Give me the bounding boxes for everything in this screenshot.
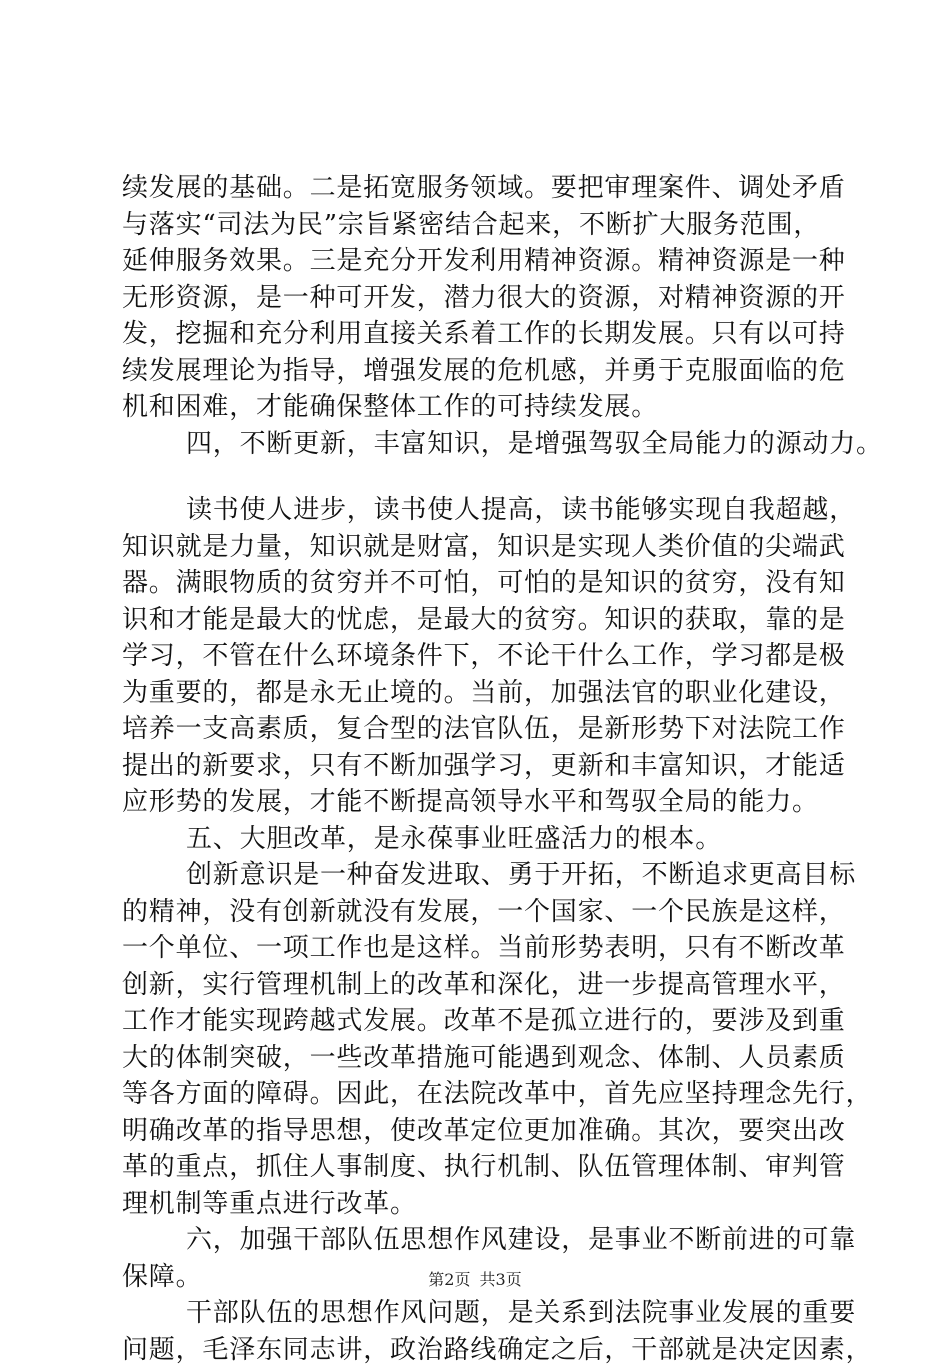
document-body [122, 170, 832, 1368]
text-line: 续发展理论为指导，增强发展的危机感，并勇于克服面临的危 [122, 353, 832, 390]
text-line: 发，挖掘和充分利用直接关系着工作的长期发展。只有以可持 [122, 316, 832, 353]
text-line: 培养一支高素质，复合型的法官队伍，是新形势下对法院工作 [122, 711, 832, 748]
text-line: 的精神，没有创新就没有发展，一个国家、一个民族是这样， [122, 894, 832, 931]
text-line: 器。满眼物质的贫穷并不可怕，可怕的是知识的贫穷，没有知 [122, 565, 832, 602]
text-line: 知识就是力量，知识就是财富，知识是实现人类价值的尖端武 [122, 529, 832, 566]
text-line: 大的体制突破，一些改革措施可能遇到观念、体制、人员素质 [122, 1040, 832, 1077]
text-line: 等各方面的障碍。因此，在法院改革中，首先应坚持理念先行， [122, 1076, 832, 1113]
text-line: 为重要的，都是永无止境的。当前，加强法官的职业化建设， [122, 675, 832, 712]
text-line: 无形资源，是一种可开发，潜力很大的资源，对精神资源的开 [122, 280, 832, 317]
text-line: 与落实“司法为民”宗旨紧密结合起来，不断扩大服务范围， [122, 207, 832, 244]
text-line: 创新意识是一种奋发进取、勇于开拓，不断追求更高目标 [122, 857, 832, 894]
text-line: 延伸服务效果。三是充分开发利用精神资源。精神资源是一种 [122, 243, 832, 280]
page-footer [0, 1270, 950, 1290]
text-line: 提出的新要求，只有不断加强学习，更新和丰富知识，才能适 [122, 748, 832, 785]
text-line: 理机制等重点进行改革。 [122, 1186, 832, 1223]
text-line: 机和困难，才能确保整体工作的可持续发展。 [122, 389, 832, 426]
text-line: 明确改革的指导思想，使改革定位更加准确。其次，要突出改 [122, 1113, 832, 1150]
text-line: 工作才能实现跨越式发展。改革不是孤立进行的，要涉及到重 [122, 1003, 832, 1040]
text-line: 读书使人进步，读书使人提高，读书能够实现自我超越， [122, 492, 832, 529]
paragraph-gap [122, 462, 832, 492]
text-line: 革的重点，抓住人事制度、执行机制、队伍管理体制、审判管 [122, 1149, 832, 1186]
text-line: 续发展的基础。二是拓宽服务领域。要把审理案件、调处矛盾 [122, 170, 832, 207]
text-line: 问题，毛泽东同志讲，政治路线确定之后，干部就是决定因素， [122, 1332, 832, 1368]
text-line: 学习，不管在什么环境条件下，不论干什么工作，学习都是极 [122, 638, 832, 675]
text-line: 一个单位、一项工作也是这样。当前形势表明，只有不断改革 [122, 930, 832, 967]
text-line: 六，加强干部队伍思想作风建设，是事业不断前进的可靠 [122, 1222, 832, 1259]
text-line: 应形势的发展，才能不断提高领导水平和驾驭全局的能力。 [122, 784, 832, 821]
page-number: 第2页 [428, 1270, 470, 1289]
page-total: 共3页 [480, 1270, 522, 1289]
text-line: 五、大胆改革，是永葆事业旺盛活力的根本。 [122, 821, 832, 858]
text-line: 四，不断更新，丰富知识，是增强驾驭全局能力的源动力。 [122, 426, 832, 463]
text-line: 保障。 [122, 1259, 832, 1296]
text-line: 干部队伍的思想作风问题，是关系到法院事业发展的重要 [122, 1295, 832, 1332]
text-line: 识和才能是最大的忧虑，是最大的贫穷。知识的获取，靠的是 [122, 602, 832, 639]
text-line: 创新，实行管理机制上的改革和深化，进一步提高管理水平， [122, 967, 832, 1004]
